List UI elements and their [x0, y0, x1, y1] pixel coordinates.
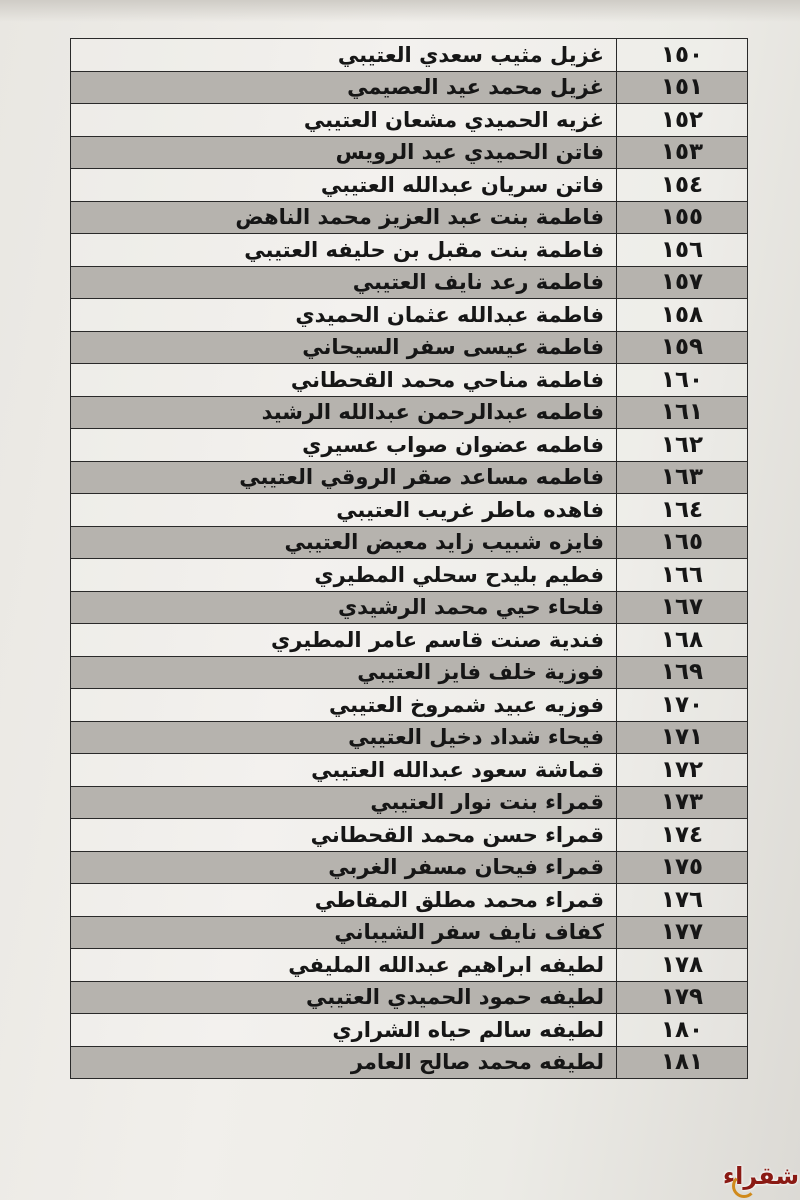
row-name: فطيم بليدح سحلي المطيري	[71, 559, 617, 592]
row-name: فاطمة بنت مقبل بن حليفه العتيبي	[71, 234, 617, 267]
table-row	[71, 981, 748, 1014]
row-number: ١٦٣	[617, 461, 748, 494]
row-number: ١٨٠	[617, 1014, 748, 1047]
row-name: فاطمه مساعد صقر الروقي العتيبي	[71, 461, 617, 494]
row-name: فاتن سريان عبدالله العتيبي	[71, 169, 617, 202]
row-number: ١٦٠	[617, 364, 748, 397]
row-number: ١٦٦	[617, 559, 748, 592]
table-row	[71, 949, 748, 982]
table-row	[71, 396, 748, 429]
row-number: ١٥٥	[617, 201, 748, 234]
row-number: ١٦٢	[617, 429, 748, 462]
table-row	[71, 656, 748, 689]
row-name: قمراء بنت نوار العتيبي	[71, 786, 617, 819]
table-row	[71, 689, 748, 722]
row-name: لطيفه سالم حياه الشراري	[71, 1014, 617, 1047]
row-number: ١٧٤	[617, 819, 748, 852]
row-number: ١٥٠	[617, 39, 748, 72]
table-row	[71, 721, 748, 754]
logo-arc-icon	[732, 1174, 756, 1198]
row-number: ١٦٥	[617, 526, 748, 559]
table-row	[71, 754, 748, 787]
row-name: لطيفه حمود الحميدي العتيبي	[71, 981, 617, 1014]
row-name: لطيفه محمد صالح العامر	[71, 1046, 617, 1079]
row-number: ١٧٠	[617, 689, 748, 722]
row-number: ١٨١	[617, 1046, 748, 1079]
names-table-body	[71, 39, 748, 1079]
row-number: ١٥٧	[617, 266, 748, 299]
table-row	[71, 429, 748, 462]
row-name: قمراء محمد مطلق المقاطي	[71, 884, 617, 917]
row-number: ١٧٣	[617, 786, 748, 819]
row-name: فاطمة بنت عبد العزيز محمد الناهض	[71, 201, 617, 234]
table-row	[71, 559, 748, 592]
table-row	[71, 39, 748, 72]
row-number: ١٧٧	[617, 916, 748, 949]
row-name: غزيه الحميدي مشعان العتيبي	[71, 104, 617, 137]
table-row	[71, 201, 748, 234]
row-name: فاطمة عبدالله عثمان الحميدي	[71, 299, 617, 332]
row-name: لطيفه ابراهيم عبدالله المليفي	[71, 949, 617, 982]
table-row	[71, 591, 748, 624]
row-name: فاطمه عبدالرحمن عبدالله الرشيد	[71, 396, 617, 429]
table-row	[71, 71, 748, 104]
row-name: كفاف نايف سفر الشيباني	[71, 916, 617, 949]
row-number: ١٧٩	[617, 981, 748, 1014]
row-number: ١٧٢	[617, 754, 748, 787]
table-row	[71, 266, 748, 299]
row-number: ١٦٨	[617, 624, 748, 657]
row-name: قماشة سعود عبدالله العتيبي	[71, 754, 617, 787]
row-number: ١٧٥	[617, 851, 748, 884]
row-name: فاهده ماطر غريب العتيبي	[71, 494, 617, 527]
row-name: قمراء حسن محمد القحطاني	[71, 819, 617, 852]
row-number: ١٥٤	[617, 169, 748, 202]
names-list-table	[70, 38, 748, 1079]
table-row	[71, 169, 748, 202]
row-name: فاتن الحميدي عيد الرويس	[71, 136, 617, 169]
row-name: فاطمة عيسى سفر السيحاني	[71, 331, 617, 364]
row-number: ١٦٤	[617, 494, 748, 527]
table-row	[71, 461, 748, 494]
row-name: غزيل مثيب سعدي العتيبي	[71, 39, 617, 72]
row-number: ١٦٧	[617, 591, 748, 624]
table-row	[71, 104, 748, 137]
row-name: فيحاء شداد دخيل العتيبي	[71, 721, 617, 754]
table-row	[71, 624, 748, 657]
row-name: فندية صنت قاسم عامر المطيري	[71, 624, 617, 657]
row-number: ١٥٦	[617, 234, 748, 267]
table-row	[71, 526, 748, 559]
table-row	[71, 884, 748, 917]
row-number: ١٥٢	[617, 104, 748, 137]
row-name: فاطمة رعد نايف العتيبي	[71, 266, 617, 299]
watermark-text: شقراء	[722, 1162, 800, 1190]
previous-page-bleed	[0, 0, 800, 22]
row-name: فلحاء حيي محمد الرشيدي	[71, 591, 617, 624]
row-name: فاطمة مناحي محمد القحطاني	[71, 364, 617, 397]
row-number: ١٥٣	[617, 136, 748, 169]
row-name: فوزية خلف فايز العتيبي	[71, 656, 617, 689]
table-row	[71, 299, 748, 332]
table-row	[71, 1014, 748, 1047]
table-row	[71, 331, 748, 364]
table-row	[71, 136, 748, 169]
row-number: ١٦١	[617, 396, 748, 429]
table-row	[71, 494, 748, 527]
row-number: ١٧٦	[617, 884, 748, 917]
table-row	[71, 851, 748, 884]
row-number: ١٥٩	[617, 331, 748, 364]
row-number: ١٧١	[617, 721, 748, 754]
row-number: ١٥١	[617, 71, 748, 104]
row-name: فايزه شبيب زايد معيض العتيبي	[71, 526, 617, 559]
table-row	[71, 364, 748, 397]
row-number: ١٧٨	[617, 949, 748, 982]
row-name: فاطمه عضوان صواب عسيري	[71, 429, 617, 462]
row-name: فوزيه عبيد شمروخ العتيبي	[71, 689, 617, 722]
row-number: ١٦٩	[617, 656, 748, 689]
table-row	[71, 786, 748, 819]
row-number: ١٥٨	[617, 299, 748, 332]
table-row	[71, 1046, 748, 1079]
row-name: قمراء فيحان مسفر الغربي	[71, 851, 617, 884]
table-row	[71, 916, 748, 949]
row-name: غزيل محمد عيد العصيمي	[71, 71, 617, 104]
table-row	[71, 234, 748, 267]
site-watermark-logo	[722, 1156, 800, 1196]
table-row	[71, 819, 748, 852]
